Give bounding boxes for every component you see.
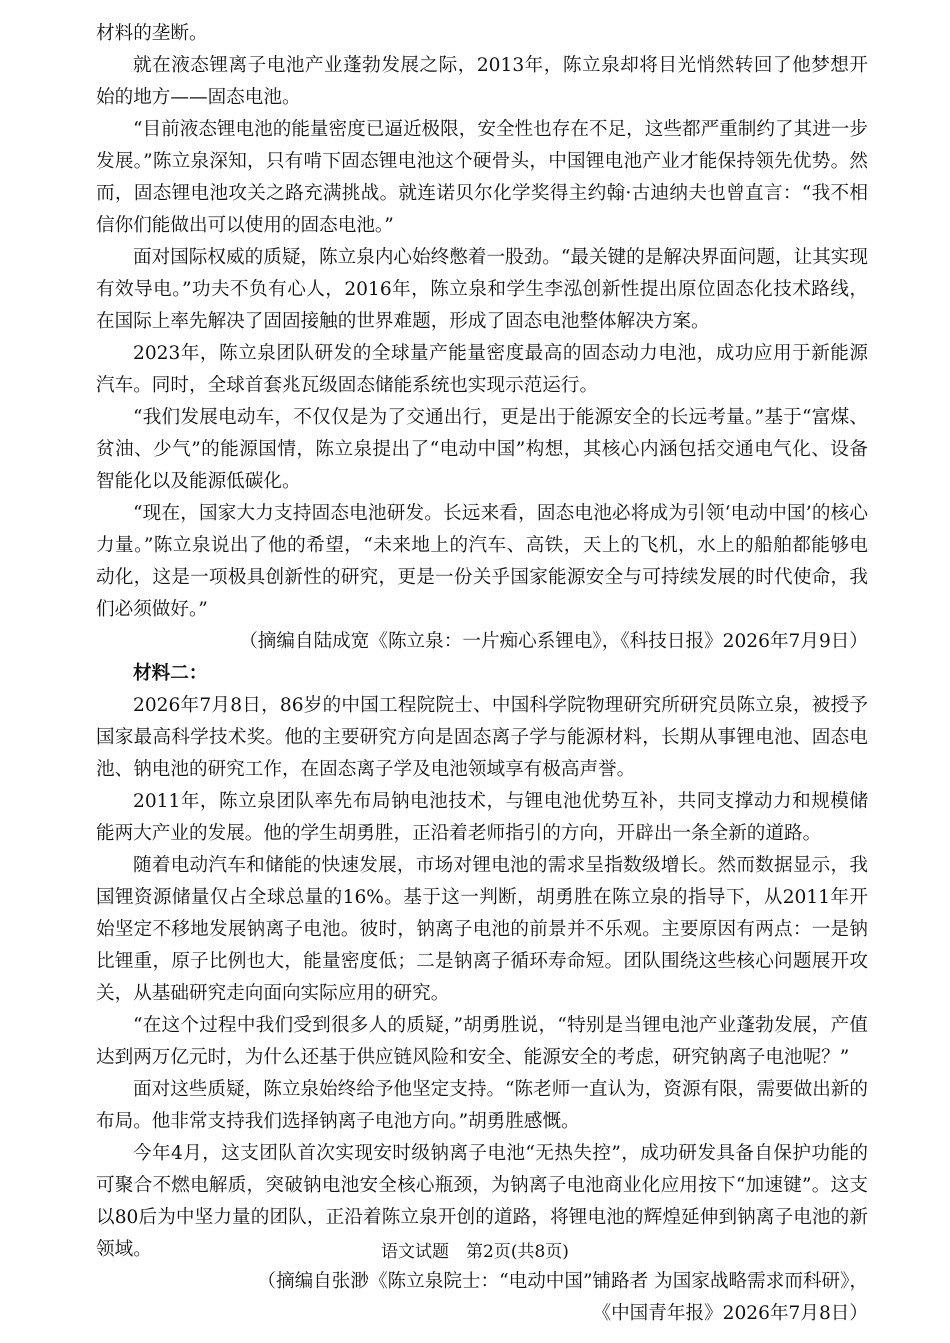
material1-paragraph-5: “我们发展电动车，不仅仅是为了交通出行，更是出于能源安全的长远考量。”基于“富煤、贫油、少气”的能源国情，陈立泉提出了“电动中国”构想，其核心内涵包括交通电气化、设备智能化以及能源低碳化。 [96,407,868,492]
material2-paragraph-2: 2011年，陈立泉团队率先布局钠电池技术，与锂电池优势互补，共同支撑动力和规模储能两大产业的发展。他的学生胡勇胜，正沿着老师指引的方向，开辟出一条全新的道路。 [96,791,868,844]
material2-paragraph-1: 2026年7月8日，86岁的中国工程院院士、中国科学院物理研究所研究员陈立泉，被授予国家最高科学技术奖。他的主要研究方向是固态离子学与能源材料，长期从事锂电池、固态电池、钠电池的研究工作，在固态离子学及电池领域享有极高声誉。 [96,695,868,780]
material1-source-citation: （摘编自陆成宽《陈立泉：一片痴心系锂电》，《科技日报》2026年7月9日） [239,631,868,652]
page-footer: 语文试题 第2页(共8页) [381,1242,569,1262]
material2-paragraph-4: “在这个过程中我们受到很多人的质疑，”胡勇胜说，“特别是当锂电池产业蓬勃发展，产值达到两万亿元时，为什么还基于供应链风险和安全、能源安全的考虑，研究钠离子电池呢？” [96,1015,868,1068]
exam-page-body [96,18,868,1330]
material1-continuation: 材料的垄断。 [96,23,208,44]
material2-source-citation-line1: （摘编自张渺《陈立泉院士：“电动中国”铺路者 为国家战略需求而科研》， [257,1271,868,1292]
material1-paragraph-3: 面对国际权威的质疑，陈立泉内心始终憋着一股劲。“最关键的是解决界面问题，让其实现有效导电。”功夫不负有心人，2016年，陈立泉和学生李泓创新性提出原位固态化技术路线，在国际上率先解决了固固接触的世界难题，形成了固态电池整体解决方案。 [96,247,868,332]
material2-paragraph-5: 面对这些质疑，陈立泉始终给予他坚定支持。“陈老师一直认为，资源有限，需要做出新的布局。他非常支持我们选择钠离子电池方向。”胡勇胜感慨。 [96,1079,868,1132]
material1-paragraph-1: 就在液态锂离子电池产业蓬勃发展之际，2013年，陈立泉却将目光悄然转回了他梦想开始的地方——固态电池。 [96,55,868,108]
material2-heading: 材料二： [133,663,208,684]
material2-source-citation-line2: 《中国青年报》2026年7月8日） [592,1303,868,1324]
material1-paragraph-4: 2023年，陈立泉团队研发的全球量产能量密度最高的固态动力电池，成功应用于新能源汽车。同时，全球首套兆瓦级固态储能系统也实现示范运行。 [96,343,868,396]
material1-paragraph-6: “现在，国家大力支持固态电池研发。长远来看，固态电池必将成为引领‘电动中国’的核心力量。”陈立泉说出了他的希望，“未来地上的汽车、高铁，天上的飞机，水上的船舶都能够电动化，这是一项极具创新性的研究，更是一份关乎国家能源安全与可持续发展的时代使命，我们必须做好。” [96,503,868,620]
material1-paragraph-2: “目前液态锂电池的能量密度已逼近极限，安全性也存在不足，这些都严重制约了其进一步发展。”陈立泉深知，只有啃下固态锂电池这个硬骨头，中国锂电池产业才能保持领先优势。然而，固态锂电池攻关之路充满挑战。就连诺贝尔化学奖得主约翰·古迪纳夫也曾直言：“我不相信你们能做出可以使用的固态电池。” [96,119,868,236]
material2-paragraph-3: 随着电动汽车和储能的快速发展，市场对锂电池的需求呈指数级增长。然而数据显示，我国锂资源储量仅占全球总量的16%。基于这一判断，胡勇胜在陈立泉的指导下，从2011年开始坚定不移地发展钠离子电池。彼时，钠离子电池的前景并不乐观。主要原因有两点：一是钠比锂重，原子比例也大，能量密度低；二是钠离子循环寿命短。团队围绕这些核心问题展开攻关，从基础研究走向面向实际应用的研究。 [96,855,868,1004]
material2-paragraph-6: 今年4月，这支团队首次实现安时级钠离子电池“无热失控”，成功研发具备自保护功能的可聚合不燃电解质，突破钠电池安全核心瓶颈，为钠离子电池商业化应用按下“加速键”。这支以80后为中坚力量的团队，正沿着陈立泉开创的道路，将锂电池的辉煌延伸到钠离子电池的新领域。 [96,1143,868,1260]
